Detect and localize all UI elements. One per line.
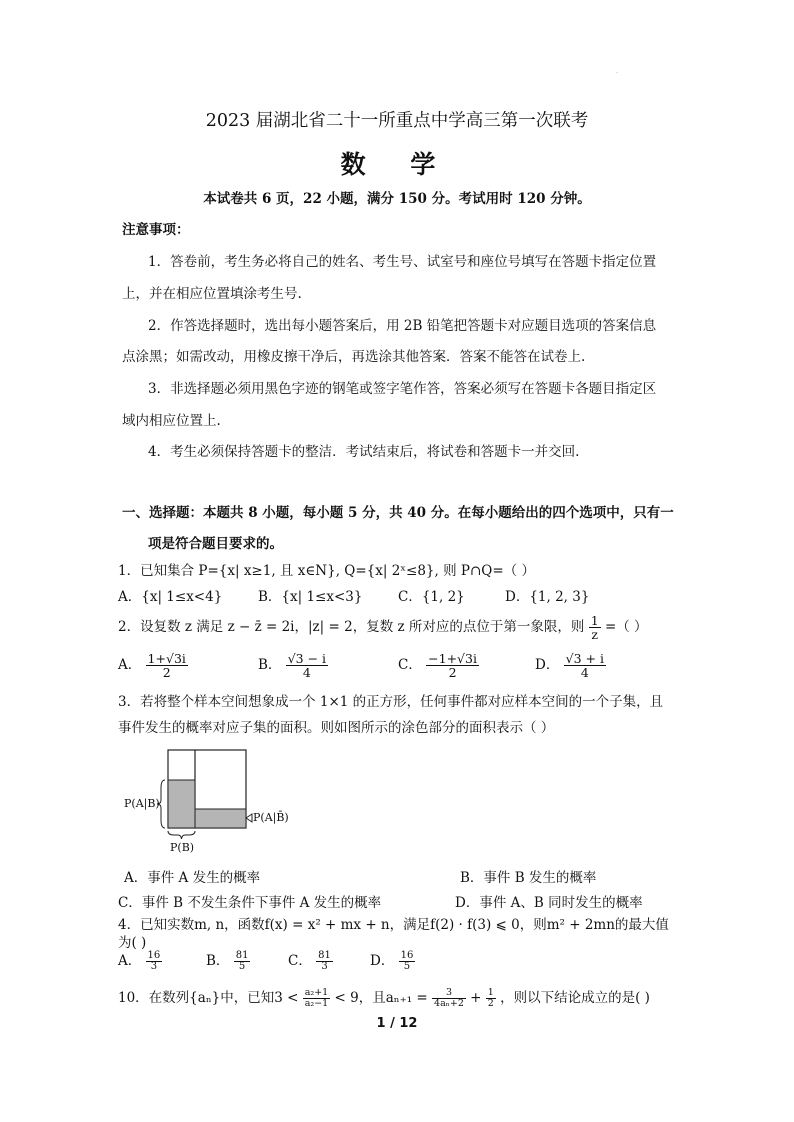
shaded-region-a-given-not-b <box>195 809 246 828</box>
section1-line1: 一、选择题：本题共 8 小题，每小题 5 分，共 40 分。在每小题给出的四个选项中，只有一 <box>122 505 674 521</box>
frac-numerator: 1 <box>590 613 599 628</box>
frac-denominator: 5 <box>238 961 246 972</box>
q2-option-b <box>258 652 328 679</box>
q2-stem <box>118 614 648 641</box>
notice-3-line2: 域内相应位置上. <box>122 413 221 429</box>
q3-line2: 事件发生的概率对应子集的面积。则如图所示的涂色部分的面积表示（ ） <box>118 720 555 736</box>
q3-option-b: B．事件 B 发生的概率 <box>460 870 597 886</box>
option-fraction <box>426 652 479 679</box>
option-fraction <box>316 951 333 973</box>
frac-numerator: 1 <box>487 987 494 999</box>
q10-stem-a: 10．在数列{aₙ}中，已知3 < <box>118 990 299 1006</box>
option-label: C． <box>398 657 422 674</box>
q4-option-d <box>370 949 415 973</box>
frac-denominator: z <box>591 627 598 643</box>
q10-fraction-2 <box>432 988 466 1009</box>
q2-stem-c: =（ ） <box>604 619 648 636</box>
option-fraction <box>399 951 416 973</box>
notice-2-line1: 2．作答选择题时，选出每小题答案后，用 2B 铅笔把答题卡对应题目选项的答案信息 <box>148 318 657 334</box>
option-fraction <box>564 652 606 679</box>
q1-option-c: C．{1, 2} <box>398 589 465 605</box>
frac-numerator: 16 <box>147 949 161 961</box>
frac-denominator: 4aₙ+2 <box>434 998 464 1009</box>
fig-label-p-b: P(B) <box>170 841 195 854</box>
option-label: D． <box>370 953 395 969</box>
exam-title: 2023 届湖北省二十一所重点中学高三第一次联考 <box>205 111 589 131</box>
exam-intro: 本试卷共 6 页，22 小题，满分 150 分。考试用时 120 分钟。 <box>203 191 591 207</box>
frac-denominator: 2 <box>448 665 457 681</box>
q10-stem <box>118 986 650 1009</box>
frac-numerator: 3 <box>432 988 466 999</box>
fig-label-p-a-given-b: P(A|B) <box>124 797 160 810</box>
q3-option-d: D．事件 A、B 同时发生的概率 <box>455 895 643 911</box>
frac-numerator: 16 <box>400 949 414 961</box>
frac-denominator: 2 <box>162 665 171 681</box>
page-number: 1 / 12 <box>376 1016 418 1031</box>
notice-3-line1: 3．非选择题必须用黑色字迹的钢笔或签字笔作答，答案必须写在答题卡各题目指定区 <box>148 381 657 397</box>
q2-stem-b: |z| = 2，复数 z 所对应的点位于第一象限，则 <box>308 619 585 636</box>
q3-option-a: A．事件 A 发生的概率 <box>124 870 261 886</box>
notice-heading: 注意事项： <box>122 222 190 238</box>
scan-dot: · <box>616 70 618 77</box>
q4-option-b <box>206 949 250 973</box>
q2-option-a <box>118 652 188 679</box>
q10-fraction-1 <box>303 988 330 1009</box>
frac-denominator: 3 <box>150 961 158 972</box>
frac-denominator: 4 <box>580 665 589 681</box>
q2-option-d <box>535 652 606 679</box>
option-label: B． <box>206 953 230 969</box>
option-label: C． <box>288 953 312 969</box>
option-fraction <box>286 652 328 679</box>
frac-denominator: 2 <box>487 998 494 1009</box>
q2-stem-fraction <box>589 614 601 641</box>
q4-line1: 4．已知实数m, n，函数f(x) = x² + mx + n，满足f(2) · f(3) ⩽ 0，则m² + 2mn的最大值 <box>118 917 669 933</box>
q1-option-d: D．{1, 2, 3} <box>505 589 590 605</box>
notice-1-line2: 上，并在相应位置填涂考生号. <box>122 286 302 302</box>
shaded-region-a-given-b <box>168 780 195 828</box>
q1-stem: 1．已知集合 P={x| x≥1, 且 x∈N}, Q={x| 2ˣ≤8}, 则 P∩Q=（ ） <box>118 563 535 579</box>
q3-option-c: C．事件 B 不发生条件下事件 A 发生的概率 <box>118 895 382 911</box>
frac-numerator: 1+√3i <box>147 651 186 666</box>
option-fraction <box>146 652 188 679</box>
q4-option-c <box>288 949 333 973</box>
q10-stem-d: ，则以下结论成立的是( ) <box>500 990 650 1006</box>
frac-denominator: 4 <box>302 665 311 681</box>
subject-title: 数 学 <box>340 150 454 179</box>
frac-numerator: 81 <box>235 949 249 961</box>
q10-fraction-3 <box>486 988 496 1009</box>
q10-stem-b: < 9，且aₙ₊₁ = <box>334 990 428 1006</box>
q3-line1: 3．若将整个样本空间想象成一个 1×1 的正方形，任何事件都对应样本空间的一个子集，且 <box>118 694 664 710</box>
option-fraction <box>146 951 163 973</box>
option-label: B． <box>258 657 282 674</box>
q1-option-b: B．{x| 1≤x<3} <box>258 589 363 605</box>
section1-line2: 项是符合题目要求的。 <box>148 536 283 552</box>
frac-numerator: a₂+1 <box>304 987 329 999</box>
q1-option-a: A．{x| 1≤x<4} <box>118 589 223 605</box>
q4-option-a <box>118 949 162 973</box>
option-label: A． <box>118 657 142 674</box>
q2-stem-a: 2．设复数 z 满足 z − z̄ = 2i， <box>118 619 308 636</box>
q2-option-c <box>398 652 479 679</box>
frac-numerator: 81 <box>318 949 331 961</box>
frac-numerator: √3 − i <box>287 651 327 666</box>
notice-1-line1: 1．答卷前，考生务必将自己的姓名、考生号、试室号和座位号填写在答题卡指定位置 <box>148 254 657 270</box>
frac-numerator: −1+√3i <box>428 651 477 666</box>
option-fraction <box>234 951 251 973</box>
q4-line2: 为( ) <box>118 935 147 951</box>
q10-stem-c: + <box>470 990 482 1006</box>
notice-4: 4．考生必须保持答题卡的整洁．考试结束后，将试卷和答题卡一并交回. <box>148 444 580 460</box>
notice-2-line2: 点涂黑；如需改动，用橡皮擦干净后，再选涂其他答案．答案不能答在试卷上. <box>122 349 586 365</box>
option-label: D． <box>535 657 560 674</box>
right-pointer <box>246 814 252 822</box>
bottom-brace <box>168 831 195 839</box>
option-label: A． <box>118 953 142 969</box>
frac-numerator: √3 + i <box>565 651 604 666</box>
frac-denominator: 5 <box>403 961 411 972</box>
frac-denominator: 3 <box>321 961 328 972</box>
frac-denominator: a₂−1 <box>304 998 329 1009</box>
fig-label-p-a-given-not-b: P(A|B̄) <box>253 811 289 824</box>
